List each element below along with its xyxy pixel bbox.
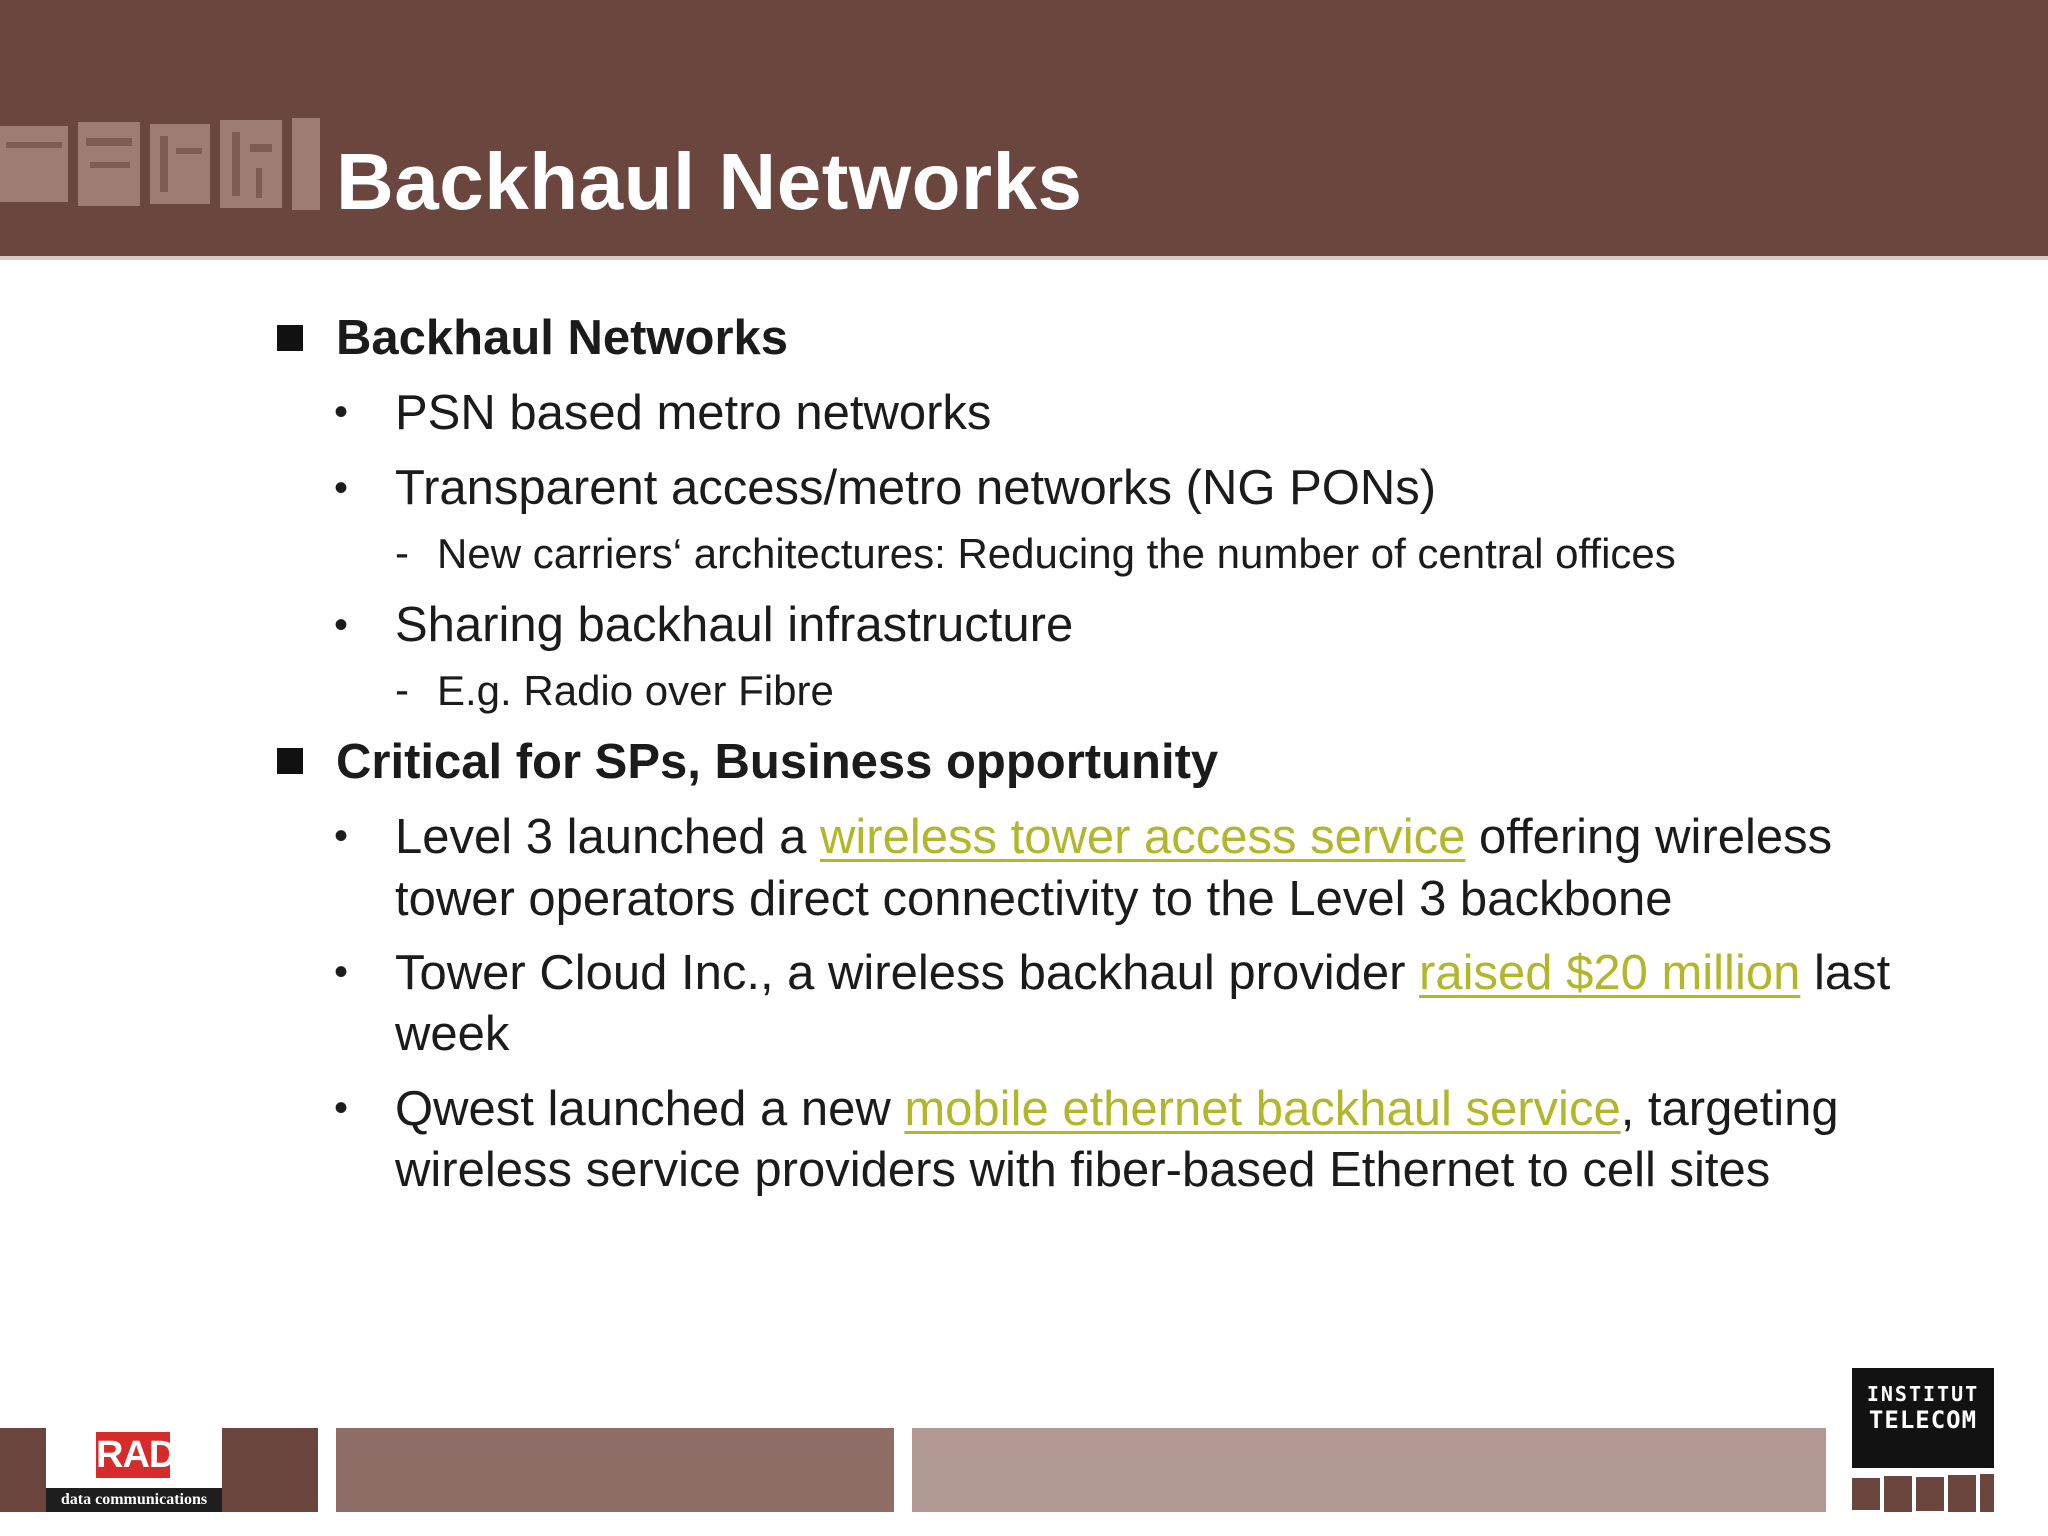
bullet-text-continuation: week [395,1007,510,1061]
sub-bullet-text: E.g. Radio over Fibre [437,667,834,714]
bullet-text-part: Level 3 launched a [395,810,820,864]
bullet-text-part: Tower Cloud Inc., a wireless backhaul provider [395,946,1420,1000]
bullet-icon: • [334,1086,349,1130]
bullet-text [395,809,1832,865]
institut-telecom-glyph-icon [1852,1474,1994,1512]
rad-logo-tagline: data communications [46,1488,222,1512]
footer-bar-light [912,1428,1826,1512]
bullet-text-part: last [1800,946,1891,1000]
bullet-icon: • [334,950,349,994]
institut-telecom-logo [1852,1368,1994,1468]
footer-bar-medium [336,1428,894,1512]
bullet-text-part: , targeting [1620,1082,1839,1136]
dash-bullet-icon: - [395,666,409,713]
bullet-text [395,1081,1839,1137]
square-bullet-icon [277,325,303,351]
institut-logo-line1: INSTITUT [1866,1382,1980,1406]
bullet-text-part: Qwest launched a new [395,1082,905,1136]
raised-20-million-link[interactable]: raised $20 million [1419,946,1801,1000]
bullet-icon: • [334,814,349,858]
bullet-icon: • [334,466,349,510]
institut-logo-line2: TELECOM [1868,1406,1978,1434]
bullet-icon: • [334,603,349,647]
mobile-ethernet-backhaul-link[interactable]: mobile ethernet backhaul service [904,1082,1621,1136]
square-bullet-icon [277,748,303,774]
rad-logo-mark: RAD [96,1434,176,1476]
bullet-icon: • [334,390,349,434]
wireless-tower-access-link[interactable]: wireless tower access service [820,810,1466,864]
section-heading: Backhaul Networks [336,311,789,365]
rad-logo [46,1428,222,1512]
sub-bullet-text: New carriers‘ architectures: Reducing the number of central offices [437,530,1676,577]
dash-bullet-icon: - [395,529,409,576]
slide-title: Backhaul Networks [336,137,1083,226]
bullet-text-part: offering wireless [1465,810,1833,864]
section-heading: Critical for SPs, Business opportunity [336,735,1219,789]
bullet-text-continuation: tower operators direct connectivity to the Level 3 backbone [395,872,1673,926]
bullet-text: Sharing backhaul infrastructure [395,598,1074,652]
bullet-text: PSN based metro networks [395,386,992,440]
bullet-text-continuation: wireless service providers with fiber-based Ethernet to cell sites [395,1143,1771,1197]
bullet-text: Transparent access/metro networks (NG PONs) [395,461,1437,515]
bullet-text [395,945,1890,1001]
